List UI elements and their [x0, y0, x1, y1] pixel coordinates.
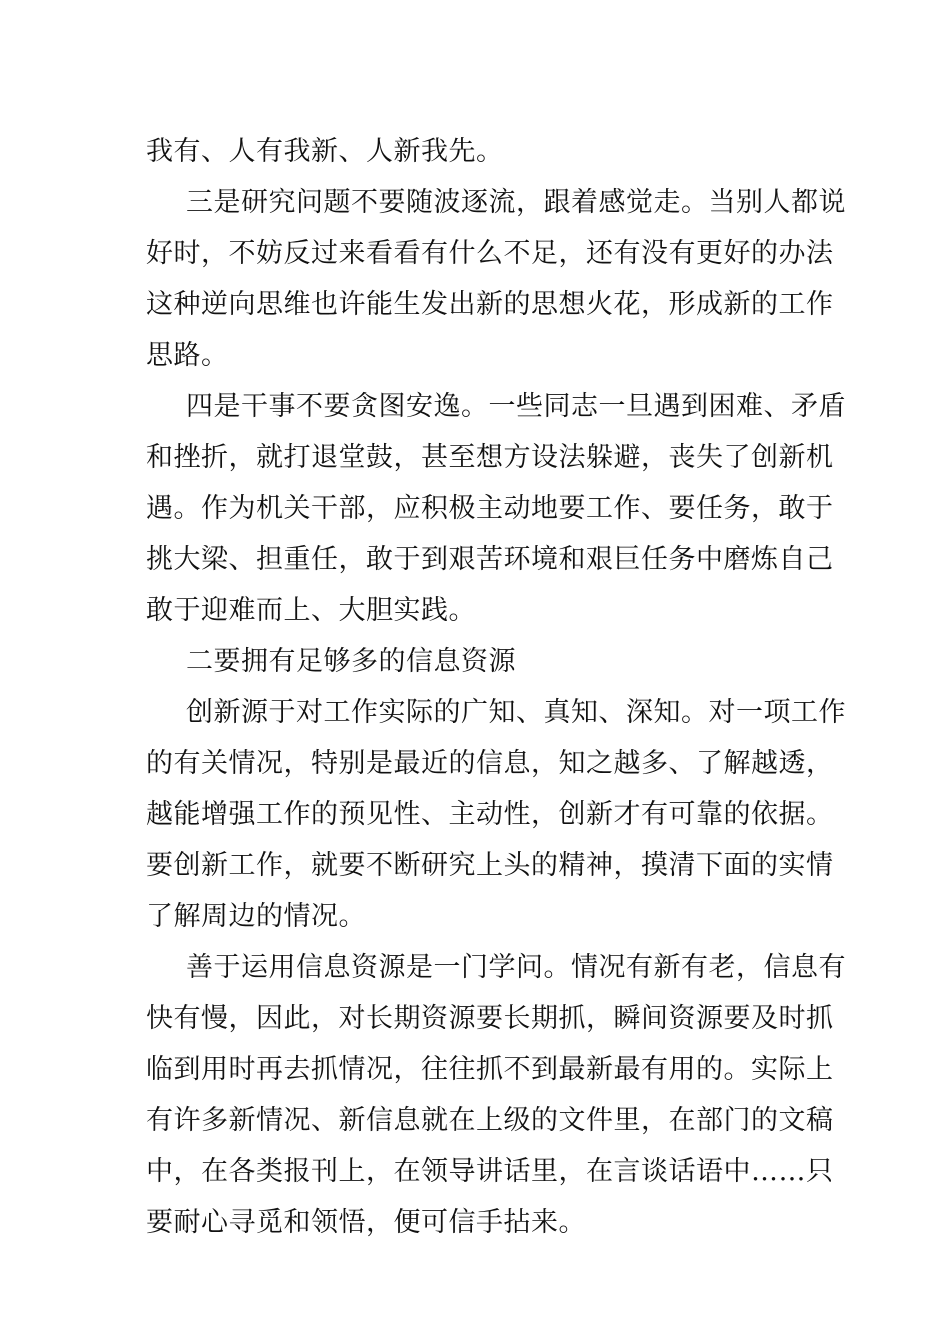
- document-body: [146, 126, 846, 1248]
- text-line: 挑大梁、担重任，敢于到艰苦环境和艰巨任务中磨炼自己: [146, 544, 834, 575]
- text-line: 和挫折，就打退堂鼓，甚至想方设法躲避，丧失了创新机: [146, 442, 834, 473]
- text-line: 四是干事不要贪图安逸。一些同志一旦遇到困难、矛盾: [186, 391, 846, 422]
- text-line: 有许多新情况、新信息就在上级的文件里，在部门的文稿: [146, 1105, 834, 1136]
- text-line: 创新源于对工作实际的广知、真知、深知。对一项工作: [186, 697, 846, 728]
- text-line: 敢于迎难而上、大胆实践。: [146, 595, 476, 626]
- text-line: 这种逆向思维也许能生发出新的思想火花，形成新的工作: [146, 289, 834, 320]
- text-line: 临到用时再去抓情况，往往抓不到最新最有用的。实际上: [146, 1054, 834, 1085]
- text-line: 三是研究问题不要随波逐流，跟着感觉走。当别人都说: [186, 187, 846, 218]
- text-line: 我有、人有我新、人新我先。: [146, 136, 504, 167]
- text-line: 中，在各类报刊上，在领导讲话里，在言谈话语中……只: [146, 1156, 834, 1187]
- text-line: 的有关情况，特别是最近的信息，知之越多、了解越透，: [146, 748, 834, 779]
- section-heading: 二要拥有足够多的信息资源: [186, 646, 516, 677]
- text-line: 遇。作为机关干部，应积极主动地要工作、要任务，敢于: [146, 493, 834, 524]
- text-line: 要创新工作，就要不断研究上头的精神，摸清下面的实情: [146, 850, 834, 881]
- text-line: 好时，不妨反过来看看有什么不足，还有没有更好的办法: [146, 238, 834, 269]
- text-line: 快有慢，因此，对长期资源要长期抓，瞬间资源要及时抓: [146, 1003, 834, 1034]
- text-line: 思路。: [146, 340, 229, 371]
- text-line: 了解周边的情况。: [146, 901, 366, 932]
- text-line: 善于运用信息资源是一门学问。情况有新有老，信息有: [186, 952, 846, 983]
- text-line: 越能增强工作的预见性、主动性，创新才有可靠的依据。: [146, 799, 834, 830]
- text-line: 要耐心寻觅和领悟，便可信手拈来。: [146, 1207, 586, 1238]
